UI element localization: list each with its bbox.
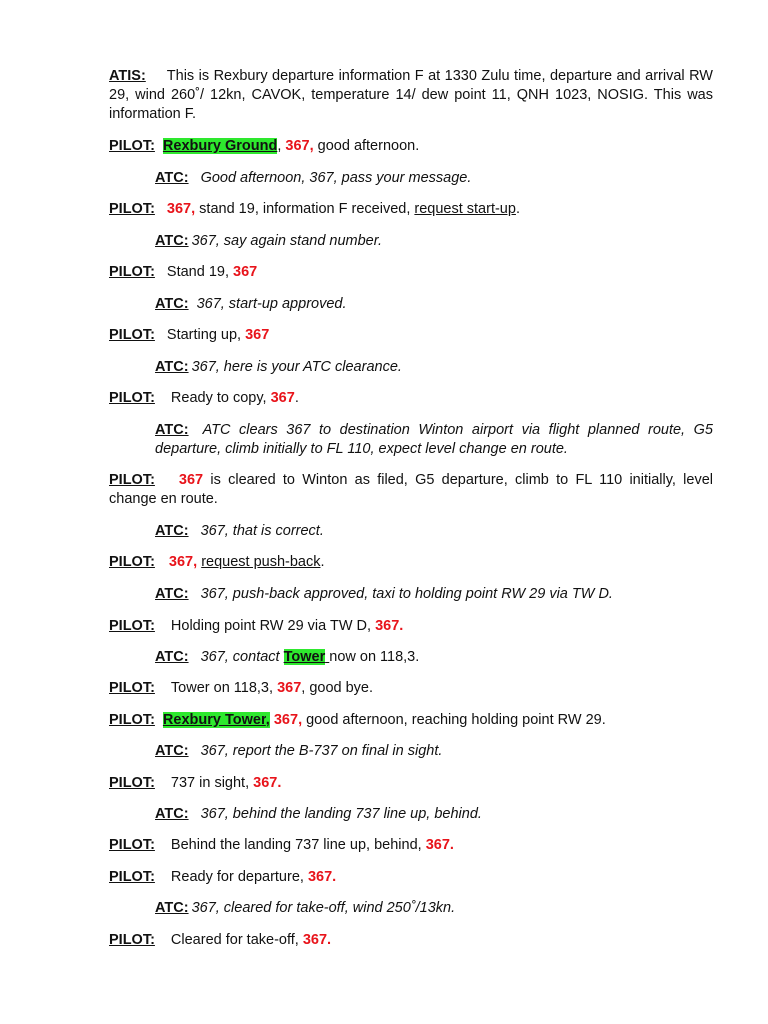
atc-line-7 xyxy=(155,585,613,604)
callsign: 367 xyxy=(307,869,333,885)
atc-label: ATC: xyxy=(155,523,189,539)
atc-line-3 xyxy=(155,295,347,314)
period: . xyxy=(320,554,325,570)
pilot-label: PILOT: xyxy=(109,201,155,217)
comma: , xyxy=(193,554,198,570)
atc-line-4 xyxy=(155,358,402,377)
callsign: 367 xyxy=(270,390,295,406)
callsign: 367 xyxy=(245,327,270,343)
line-text: Ready for departure, xyxy=(170,869,308,885)
period: . xyxy=(327,932,332,948)
line-text: 737 in sight, xyxy=(170,775,254,791)
period: . xyxy=(449,837,454,853)
line-text: 367, start-up approved. xyxy=(196,296,347,312)
pilot-line-3 xyxy=(109,263,257,282)
pilot-label: PILOT: xyxy=(109,775,155,791)
pilot-line-7 xyxy=(109,553,325,572)
pilot-line-8 xyxy=(109,617,403,636)
line-text: Good afternoon, 367, pass your message. xyxy=(200,170,472,186)
pilot-label: PILOT: xyxy=(109,712,155,728)
line-text: now on 118,3. xyxy=(329,649,420,665)
comma: , xyxy=(191,201,196,217)
station-rexbury-ground: Rexbury Ground xyxy=(162,138,278,154)
atc-line-10 xyxy=(155,805,482,824)
request-push-back-text: request push-back xyxy=(201,554,321,570)
atc-line-5 xyxy=(155,421,713,459)
atc-line-9 xyxy=(155,742,442,761)
period: . xyxy=(515,201,520,217)
pilot-line-11 xyxy=(109,774,281,793)
pilot-label: PILOT: xyxy=(109,264,155,280)
line-text: is cleared to Winton as filed, G5 departure, climb to FL 110 initially, level change en route. xyxy=(109,472,713,507)
line-text: Tower on 118,3, xyxy=(170,680,278,696)
callsign: 367 xyxy=(375,618,400,634)
callsign: 367 xyxy=(273,712,299,728)
pilot-line-10 xyxy=(109,711,606,730)
line-text: good afternoon. xyxy=(313,138,420,154)
line-text: , good bye. xyxy=(301,680,374,696)
station-rexbury-tower: Rexbury Tower xyxy=(162,712,266,728)
line-text: 367, say again stand number. xyxy=(191,233,383,249)
atis-label: ATIS: xyxy=(109,68,146,84)
atc-line-11 xyxy=(155,899,455,918)
line-text: Holding point RW 29 via TW D, xyxy=(170,618,376,634)
atc-label: ATC: xyxy=(155,649,189,665)
pilot-line-12 xyxy=(109,836,454,855)
pilot-line-2 xyxy=(109,200,520,219)
line-text: Stand 19, xyxy=(166,264,234,280)
line-text: 367, report the B-737 on final in sight. xyxy=(200,743,443,759)
comma: , xyxy=(277,138,282,154)
atc-label: ATC: xyxy=(155,743,189,759)
callsign: 367 xyxy=(302,932,328,948)
line-text: good afternoon, reaching holding point RW 29. xyxy=(302,712,606,728)
pilot-line-4 xyxy=(109,326,269,345)
line-text: 367, contact xyxy=(200,649,284,665)
callsign: 367 xyxy=(168,554,194,570)
callsign: 367 xyxy=(285,138,310,154)
atc-label: ATC: xyxy=(155,233,189,249)
pilot-label: PILOT: xyxy=(109,837,155,853)
pilot-line-14 xyxy=(109,931,331,950)
atc-label: ATC: xyxy=(155,359,189,375)
atc-label: ATC: xyxy=(155,170,189,186)
atc-line-2 xyxy=(155,232,382,251)
pilot-line-5 xyxy=(109,389,299,408)
comma: , xyxy=(298,712,303,728)
line-text: ATC clears 367 to destination Winton airport via flight planned route, G5 departure, climb initially to FL 110, expect level change en route. xyxy=(155,422,713,457)
atc-line-1 xyxy=(155,169,471,188)
callsign: 367 xyxy=(178,472,204,488)
line-text: Cleared for take-off, xyxy=(170,932,303,948)
pilot-label: PILOT: xyxy=(109,618,155,634)
atc-label: ATC: xyxy=(155,422,189,438)
line-text: 367, that is correct. xyxy=(200,523,324,539)
pilot-line-9 xyxy=(109,679,373,698)
pilot-label: PILOT: xyxy=(109,554,155,570)
atc-label: ATC: xyxy=(155,900,189,916)
comma: , xyxy=(265,712,270,728)
period: . xyxy=(332,869,337,885)
atc-line-6 xyxy=(155,522,324,541)
line-text: 367, behind the landing 737 line up, behind. xyxy=(200,806,482,822)
pilot-label: PILOT: xyxy=(109,472,155,488)
callsign: 367 xyxy=(253,775,278,791)
callsign: 367 xyxy=(277,680,302,696)
pilot-line-13 xyxy=(109,868,336,887)
callsign: 367 xyxy=(233,264,258,280)
line-text: stand 19, information F received, xyxy=(195,201,415,217)
atc-label: ATC: xyxy=(155,806,189,822)
period: . xyxy=(294,390,299,406)
callsign: 367 xyxy=(166,201,192,217)
line-text: 367, here is your ATC clearance. xyxy=(191,359,402,375)
line-text: Starting up, xyxy=(166,327,246,343)
comma: , xyxy=(309,138,314,154)
callsign: 367 xyxy=(425,837,450,853)
atc-label: ATC: xyxy=(155,586,189,602)
line-text: Ready to copy, xyxy=(170,390,271,406)
pilot-line-1 xyxy=(109,137,419,156)
pilot-line-6 xyxy=(109,471,713,509)
request-start-up-text: request start-up xyxy=(414,201,516,217)
pilot-label: PILOT: xyxy=(109,869,155,885)
station-tower: Tower xyxy=(283,649,326,665)
period: . xyxy=(277,775,282,791)
atis-text: This is Rexbury departure information F at 1330 Zulu time, departure and arrival RW 29, wind 260˚/ 12kn, CAVOK, temperature 14/ dew point 11, QNH 1023, NOSIG. This was information F. xyxy=(109,68,713,122)
pilot-label: PILOT: xyxy=(109,327,155,343)
atc-line-8 xyxy=(155,648,419,667)
line-text: Behind the landing 737 line up, behind, xyxy=(170,837,426,853)
pilot-label: PILOT: xyxy=(109,932,155,948)
atc-label: ATC: xyxy=(155,296,189,312)
line-text: 367, cleared for take-off, wind 250˚/13kn. xyxy=(191,900,456,916)
pilot-label: PILOT: xyxy=(109,390,155,406)
line-text: 367, push-back approved, taxi to holding point RW 29 via TW D. xyxy=(200,586,613,602)
pilot-label: PILOT: xyxy=(109,680,155,696)
pilot-label: PILOT: xyxy=(109,138,155,154)
period: . xyxy=(399,618,404,634)
atis-paragraph xyxy=(109,67,713,124)
